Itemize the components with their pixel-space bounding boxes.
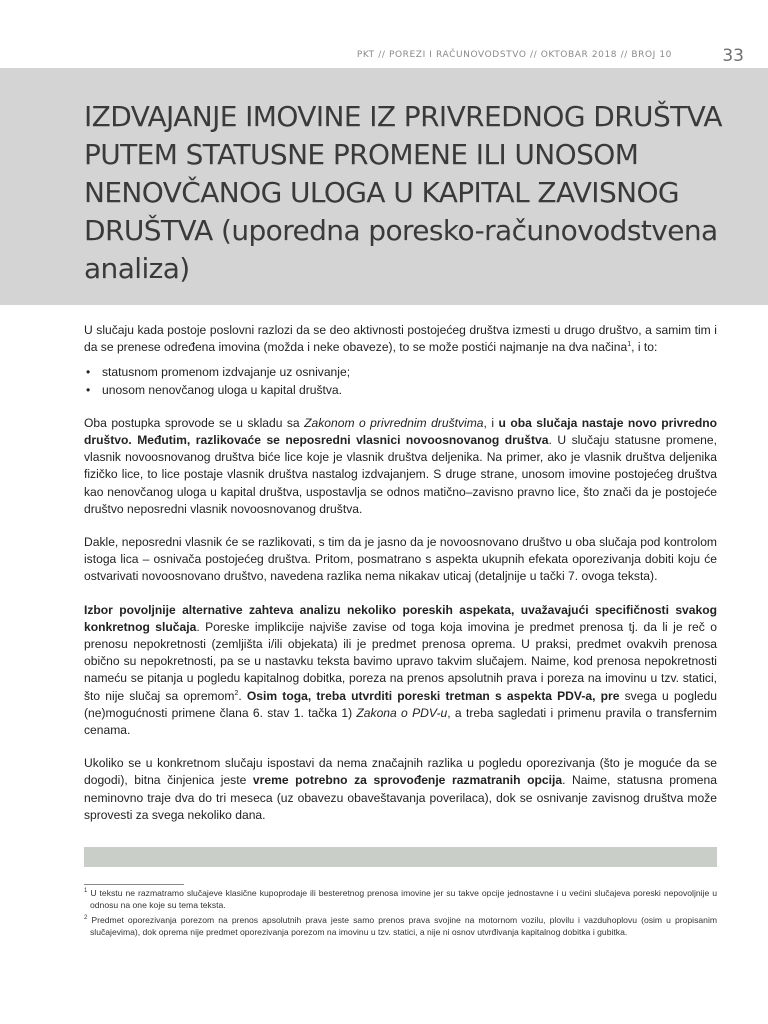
paragraph-text: . Poreske implikcije najviše zavise od toga koja imovina je predmet prenosa tj. da li je reč o prenosu nepokretnosti (zemljišta i/ili objekata) ili je predmet prenosa oprema. U praksi, predmet ovakvih prenosa obično su nepokretnosti, pa se u nastavku teksta bavimo upravo takvim slučajem. Naime, kod prenosa nepokretnosti nameću se pitanja u pogledu kapitalnog dobitka, poreza na prenos apsolutnih prava i poreza na imovinu u tzv. statici, što nije slučaj sa opremom xyxy=(84,619,717,703)
list-item: • statusnom promenom izdvajanje uz osnivanje; xyxy=(102,364,717,381)
emphasis-text: vreme potrebno za sprovođenje razmatranih opcija xyxy=(252,773,563,788)
footnote-number: 2 xyxy=(84,915,88,922)
article-body xyxy=(84,322,717,840)
law-reference: Zakonom o privrednim društvima xyxy=(304,415,484,430)
paragraph-text: Oba postupka sprovode se u skladu sa xyxy=(84,415,305,430)
emphasis-text: Izbor povoljnije alternative zahteva analizu nekoliko poreskih aspekata, uvažavajući specifičnosti svakog konkretnog slučaja xyxy=(84,602,717,634)
footnote-rule xyxy=(84,884,184,885)
paragraph-timing xyxy=(84,755,717,824)
bullet-list xyxy=(84,364,717,398)
emphasis-text: u oba slučaja nastaje novo privredno društvo. Međutim, razlikovaće se neposredni vlasnici novoosnovanog društva xyxy=(84,415,718,448)
paragraph-text: svega u pogledu (ne)mogućnosti primene člana 6. stav 1. tačka 1) xyxy=(84,688,718,720)
paragraph-text: . Naime, statusna promena neminovno traje dva do tri meseca (uz obavezu obaveštavanja poverilaca), dok se osnivanje zavisnog društva može sprovesti za svega nekoliko dana. xyxy=(84,773,717,822)
footnote-number: 1 xyxy=(84,888,88,895)
list-item: • unosom nenovčanog uloga u kapital društva. xyxy=(102,382,717,399)
article-title xyxy=(84,98,724,288)
page-number: 33 xyxy=(722,46,744,66)
footnote-ref-1: 1 xyxy=(627,341,632,349)
page-header xyxy=(0,46,768,66)
paragraph-procedures xyxy=(84,415,717,518)
title-band xyxy=(0,68,768,305)
footnote-ref-2: 2 xyxy=(234,689,239,697)
article-title-subtitle: (uporedna poresko-računovodstvena analiza) xyxy=(84,214,718,285)
law-reference: Zakona o PDV-u xyxy=(356,705,448,720)
paragraph-tax-aspects xyxy=(84,602,717,740)
emphasis-text: Osim toga, treba utvrditi poreski tretman s aspekta PDV-a, pre xyxy=(246,688,620,703)
paragraph-intro xyxy=(84,322,717,356)
footnote-text: U tekstu ne razmatramo slučajeve klasične kupoprodaje ili besteretnog prenosa imovine jer su takve opcije jednostavne i u većini slučajeva poreski nepovoljnije u odnosu na one koje su tema teksta. xyxy=(90,888,717,910)
paragraph-owner: Dakle, neposredni vlasnik će se razlikovati, s tim da je jasno da je novoosnovano društvo u oba slučaja pod kontrolom istoga lica – osnivača postojećeg društva. Pritom, posmatrano s aspekta ukupnih efekata oporezivanja dobiti koju će ostvarivati novoosnovano društvo, navedena razlika nema nikakav uticaj (detaljnije u tački 7. ovoga teksta). xyxy=(84,535,717,584)
paragraph-text: U slučaju kada postoje poslovni razlozi da se deo aktivnosti postojećeg društva izmesti u drugo društvo, a samim tim i da se prenese određena imovina (možda i neke obaveze), to se može postići najmanje na dva načina xyxy=(84,323,717,355)
footnotes xyxy=(84,888,717,942)
paragraph-text: , i to: xyxy=(631,340,658,355)
running-head: PKT // POREZI I RAČUNOVODSTVO // OKTOBAR 2018 // BROJ 10 xyxy=(356,50,672,60)
footnote xyxy=(84,915,717,938)
article-title-main: IZDVAJANJE IMOVINE IZ PRIVREDNOG DRUŠTVA PUTEM STATUSNE PROMENE ILI UNOSOM NENOVČANOG ULOGA U KAPITAL ZAVISNOG DRUŠTVA xyxy=(84,100,722,247)
paragraph-text: . xyxy=(238,688,247,703)
paragraph-text: . U slučaju statusne promene, vlasnik novoosnovanog društva biće lice koje je vlasnik društva deljenika. Na primer, ako je vlasnik društva deljenika fizičko lice, to lice postaje vlasnik društva nastalog izdvajanjem. S druge strane, unosom imovine postojećeg društva kao nenovčanog uloga u kapital društva, uspostavlja se odnos matično–zavisno pravno lice, što znači da je postojeće društvo neposredni vlasnik novoosnovanog društva. xyxy=(84,433,717,516)
footnote-text: Predmet oporezivanja porezom na prenos apsolutnih prava jeste samo prenos prava svojine na motornom vozilu, plovilu i vazduhoplovu (osim u propisanim slučajevima), dok oprema nije predmet oporezivanja porezom na imovinu u tzv. statici, a nije ni osnov utvrđivanja kapitalnog dobitka i gubitka. xyxy=(90,915,718,937)
paragraph-text: , i xyxy=(483,415,499,430)
footnote xyxy=(84,888,717,911)
paragraph-text: Ukoliko se u konkretnom slučaju ispostavi da nema značajnih razlika u pogledu oporezivanja (što je moguće da se dogodi), bitna činjenica jeste xyxy=(84,756,717,788)
section-divider-bar xyxy=(84,847,717,867)
paragraph-text: , a treba sagledati i primenu pravila o transfernim cenama. xyxy=(84,705,717,738)
